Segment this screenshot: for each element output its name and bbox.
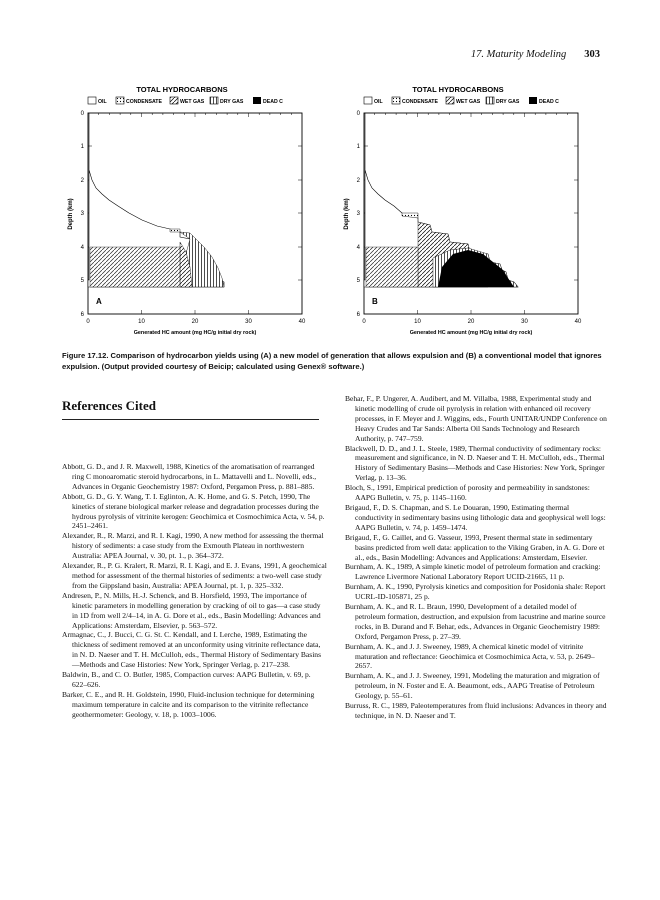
y-tick: 5 <box>80 278 84 284</box>
legend-wet-gas-swatch <box>446 97 454 104</box>
figure-caption: Figure 17.12. Comparison of hydrocarbon yields using (A) a new model of generation that allows expulsion and (B) a conventional model that ignores expulsion. (Output provided courtesy of Beicip; calculated using Genex® software.) <box>62 351 602 371</box>
page-number: 303 <box>584 49 600 60</box>
y-tick: 0 <box>80 111 84 117</box>
x-tick: 0 <box>362 319 366 325</box>
running-header <box>471 49 600 60</box>
oil-wet-gas-band <box>366 247 418 287</box>
legend-dry-gas-swatch <box>210 97 218 104</box>
y-tick: 2 <box>80 178 84 184</box>
y-tick: 4 <box>80 245 84 251</box>
legend-oil-swatch <box>364 97 372 104</box>
x-tick: 10 <box>414 319 421 325</box>
x-axis-label: Generated HC amount (mg HC/g initial dry rock) <box>409 330 533 336</box>
chart-legend <box>364 97 559 105</box>
legend-wet-gas: WET GAS <box>180 99 205 105</box>
references-column-left <box>62 462 327 720</box>
x-tick: 40 <box>298 319 306 325</box>
y-tick: 5 <box>356 278 360 284</box>
reference-entry: Baldwin, B., and C. O. Butler, 1985, Compaction curves: AAPG Bulletin, v. 69, p. 622–626. <box>62 670 311 689</box>
condensate-area <box>170 229 180 232</box>
reference-entry: Burnham, A. K., and R. L. Braun, 1990, Development of a detailed model of petroleum formation, destruction, and expulsion from lacustrine and marine source rocks, in B. Durand and F. Behar, eds., Advances in Organic Geochemistry 1989: Oxford, Pergamon Press, p. 27–39. <box>345 602 606 641</box>
y-tick: 1 <box>80 144 84 150</box>
y-axis-label: Depth (km) <box>344 198 350 230</box>
legend-dead-c-swatch <box>529 97 537 104</box>
legend-dry-gas: DRY GAS <box>496 99 520 105</box>
legend-condensate-swatch <box>116 97 124 104</box>
x-tick: 10 <box>138 319 145 325</box>
x-tick: 20 <box>191 319 199 325</box>
reference-entry: Burnham, A. K., and J. J. Sweeney, 1989, A chemical kinetic model of vitrinite maturation and reflectance: Geochimica et Cosmochimica Acta, v. 53, p. 2649–2657. <box>345 641 595 671</box>
x-tick: 40 <box>574 319 582 325</box>
y-tick: 4 <box>356 245 360 251</box>
legend-dry-gas: DRY GAS <box>220 99 244 105</box>
x-tick: 30 <box>245 319 252 325</box>
legend-wet-gas: WET GAS <box>456 99 481 105</box>
legend-dead-c-swatch <box>253 97 261 104</box>
reference-entry: Alexander, R., P. G. Kralert, R. Marzi, R. I. Kagi, and E. J. Evans, 1991, A geochemical method for assessment of the thermal histories of sediments: a two-well case study from the Gippsland basin, Australia: APEA Journal, pt. 1, p. 325–332. <box>62 561 327 590</box>
reference-entry: Blackwell, D. D., and J. L. Steele, 1989, Thermal conductivity of sedimentary rocks: measurement and significance, in N. D. Naeser and T. H. McCulloh, eds., Thermal History of Sedimentary Basins—Methods and Case Histories: New York, Springer Verlag, p. 13–36. <box>345 443 605 483</box>
chart-title: TOTAL HYDROCARBONS <box>136 85 228 94</box>
references-column-right <box>345 394 607 721</box>
y-tick-labels <box>81 111 85 318</box>
reference-entry: Behar, F., P. Ungerer, A. Audibert, and M. Villalba, 1988, Experimental study and kinetic modelling of crude oil pyrolysis in relation with enhanced oil recovery processes, in F. Meyer and J. Wiggins, eds., Fourth UNITAR/UNDP Conference on Heavy Crudes and Tar Sands: Alberta Oil Sands Technology and Research Authority, p. 747–759. <box>345 394 607 443</box>
reference-entry: Burnham, A. K., 1990, Pyrolysis kinetics and composition for Posidonia shale: Report UCRL-ID-105871, 25 p. <box>345 582 606 602</box>
legend-dead-c: DEAD C <box>263 99 283 105</box>
x-tick-labels <box>362 319 582 325</box>
references-heading: References Cited <box>62 398 156 413</box>
chart-title: TOTAL HYDROCARBONS <box>412 85 504 94</box>
section-rule <box>62 419 319 420</box>
y-tick: 3 <box>80 211 84 217</box>
panel-label: B <box>372 297 378 306</box>
legend-oil: OIL <box>98 99 107 105</box>
x-tick-labels <box>86 319 306 325</box>
reference-entry: Andresen, P., N. Mills, H.-J. Schenck, and B. Horsfield, 1993, The importance of kinetic parameters in modelling generation by cracking of oil to gas—a case study in 1D from well 2/4–14, in A. G. Dore et al., eds., Basin Modelling: Advances and Applications: Amsterdam, Elsevier, p. 563–572. <box>62 590 321 630</box>
reference-entry: Brigaud, F., G. Caillet, and G. Vasseur, 1993, Present thermal state in sedimentary basins predicted from well data: application to the Viking Graben, in A. G. Dore et al., eds., Basin Modelling: Advances and Applications: Amsterdam, Elsevier. <box>345 532 605 562</box>
y-axis-label: Depth (km) <box>68 198 74 230</box>
reference-entry: Burruss, R. C., 1989, Paleotemperatures from fluid inclusions: Advances in theory and technique, in N. D. Naeser and T. <box>345 701 607 720</box>
chapter-title: 17. Maturity Modeling <box>470 49 567 60</box>
x-axis-label: Generated HC amount (mg HC/g initial dry rock) <box>133 330 257 336</box>
chart-b <box>338 82 588 344</box>
y-tick: 2 <box>356 178 360 184</box>
legend-condensate: CONDENSATE <box>126 99 162 105</box>
y-tick: 6 <box>80 312 84 318</box>
reference-entry: Armagnac, C., J. Bucci, C. G. St. C. Kendall, and I. Lerche, 1989, Estimating the thickness of sediment removed at an unconformity using vitrinite reflectance data, in N. D. Naeser and T. H. McCulloh, eds., Thermal History of Sedimentary Basins—Methods and Case Histories: New York, Springer Verlag, p. 217–238. <box>62 630 322 670</box>
y-tick: 3 <box>356 211 360 217</box>
reference-entry: Barker, C. E., and R. H. Goldstein, 1990, Fluid-inclusion technique for determining maximum temperature in calcite and its comparison to the vitrinite reflectance geothermometer: Geology, v. 18, p. 1003–1006. <box>62 689 315 719</box>
legend-oil: OIL <box>374 99 383 105</box>
x-tick: 20 <box>467 319 475 325</box>
x-tick: 30 <box>521 319 528 325</box>
oil-wet-gas-band <box>90 247 180 287</box>
chart-a <box>62 82 312 344</box>
reference-entry: Burnham, A. K., 1989, A simple kinetic model of petroleum formation and cracking: Lawrence Livermore National Laboratory Report UCID-21665, 11 p. <box>345 562 601 582</box>
legend-wet-gas-swatch <box>170 97 178 104</box>
y-tick: 1 <box>356 144 360 150</box>
reference-entry: Burnham, A. K., and J. J. Sweeney, 1991, Modeling the maturation and migration of petroleum, in N. Foster and E. A. Beaumont, eds., AAPG Treatise of Petroleum Geology, p. 55–61. <box>345 671 600 701</box>
reference-entry: Brigaud, F., D. S. Chapman, and S. Le Douaran, 1990, Estimating thermal conductivity in sedimentary basins using lithologic data and geophysical well logs: AAPG Bulletin, v. 74, p. 1459–1474. <box>345 502 606 532</box>
reference-entry: Abbott, G. D., and J. R. Maxwell, 1988, Kinetics of the aromatisation of rearranged ring C monoaromatic steroid hydrocarbons, in L. Mattavelli and L. Novelli, eds., Advances in Organic Geochemistry 1987: Oxford, Pergamon Press, p. 881–885. <box>62 462 317 491</box>
legend-oil-swatch <box>88 97 96 104</box>
reference-entry: Abbott, G. D., G. Y. Wang, T. I. Eglinton, A. K. Home, and G. S. Petch, 1990, The kinetics of sterane biological marker release and degradation processes during the hydrous pyrolysis of vitrinite kerogen: Geochimica et Cosmochimica Acta, v. 54, p. 2451–2461. <box>62 491 325 531</box>
panel-label: A <box>96 297 102 306</box>
legend-condensate: CONDENSATE <box>402 99 438 105</box>
legend-dry-gas-swatch <box>486 97 494 104</box>
legend-condensate-swatch <box>392 97 400 104</box>
y-tick: 0 <box>356 111 360 117</box>
reference-entry: Bloch, S., 1991, Empirical prediction of porosity and permeability in sandstones: AAPG Bulletin, v. 75, p. 1145–1160. <box>345 483 590 503</box>
reference-entry: Alexander, R., R. Marzi, and R. I. Kagi, 1990, A new method for assessing the thermal history of sediments: a case study from the Exmouth Plateau in northwestern Australia: APEA Journal, v. 30, pt. 1., p. 364–372. <box>62 531 324 561</box>
chart-legend <box>88 97 283 105</box>
legend-dead-c: DEAD C <box>539 99 559 105</box>
y-tick: 6 <box>356 312 360 318</box>
y-tick-labels <box>357 111 361 318</box>
x-tick: 0 <box>86 319 90 325</box>
